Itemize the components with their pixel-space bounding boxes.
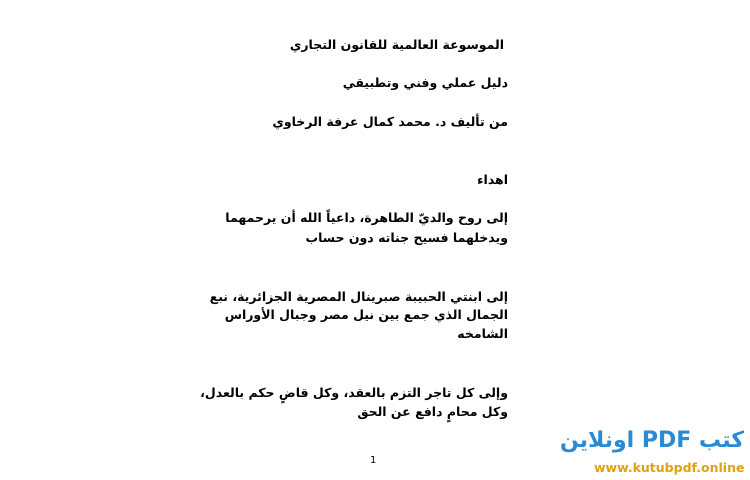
dedication-line: إلى روح والديّ الطاهرة، داعياً الله أن يرحمهما	[225, 210, 508, 225]
dedication-line: وإلى كل تاجر التزم بالعقد، وكل قاضٍ حكم بالعدل،	[200, 385, 508, 400]
document-title: الموسوعة العالمية للقانون التجاري	[289, 37, 504, 52]
dedication-heading: اهداء	[477, 172, 508, 187]
watermark-logo	[559, 428, 745, 476]
author-line: من تأليف د. محمد كمال عرفة الرخاوي	[272, 114, 508, 129]
page-number: 1	[370, 455, 377, 466]
dedication-line: إلى ابنتي الحبيبة صبرينال المصرية الجزائرية، نبع	[209, 289, 508, 304]
dedication-line: الجمال الذي جمع بين نيل مصر وجبال الأوراس	[224, 307, 508, 322]
dedication-line: الشامخه	[457, 326, 508, 341]
document-subtitle: دليل عملي وفني وتطبيقي	[342, 75, 508, 90]
dedication-line: ويدخلهما فسيح جناته دون حساب	[305, 230, 508, 245]
watermark-title: كتب PDF اونلاين	[559, 428, 744, 453]
dedication-line: وكل محامٍ دافع عن الحق	[357, 404, 508, 419]
watermark-url: www.kutubpdf.online	[594, 460, 745, 475]
